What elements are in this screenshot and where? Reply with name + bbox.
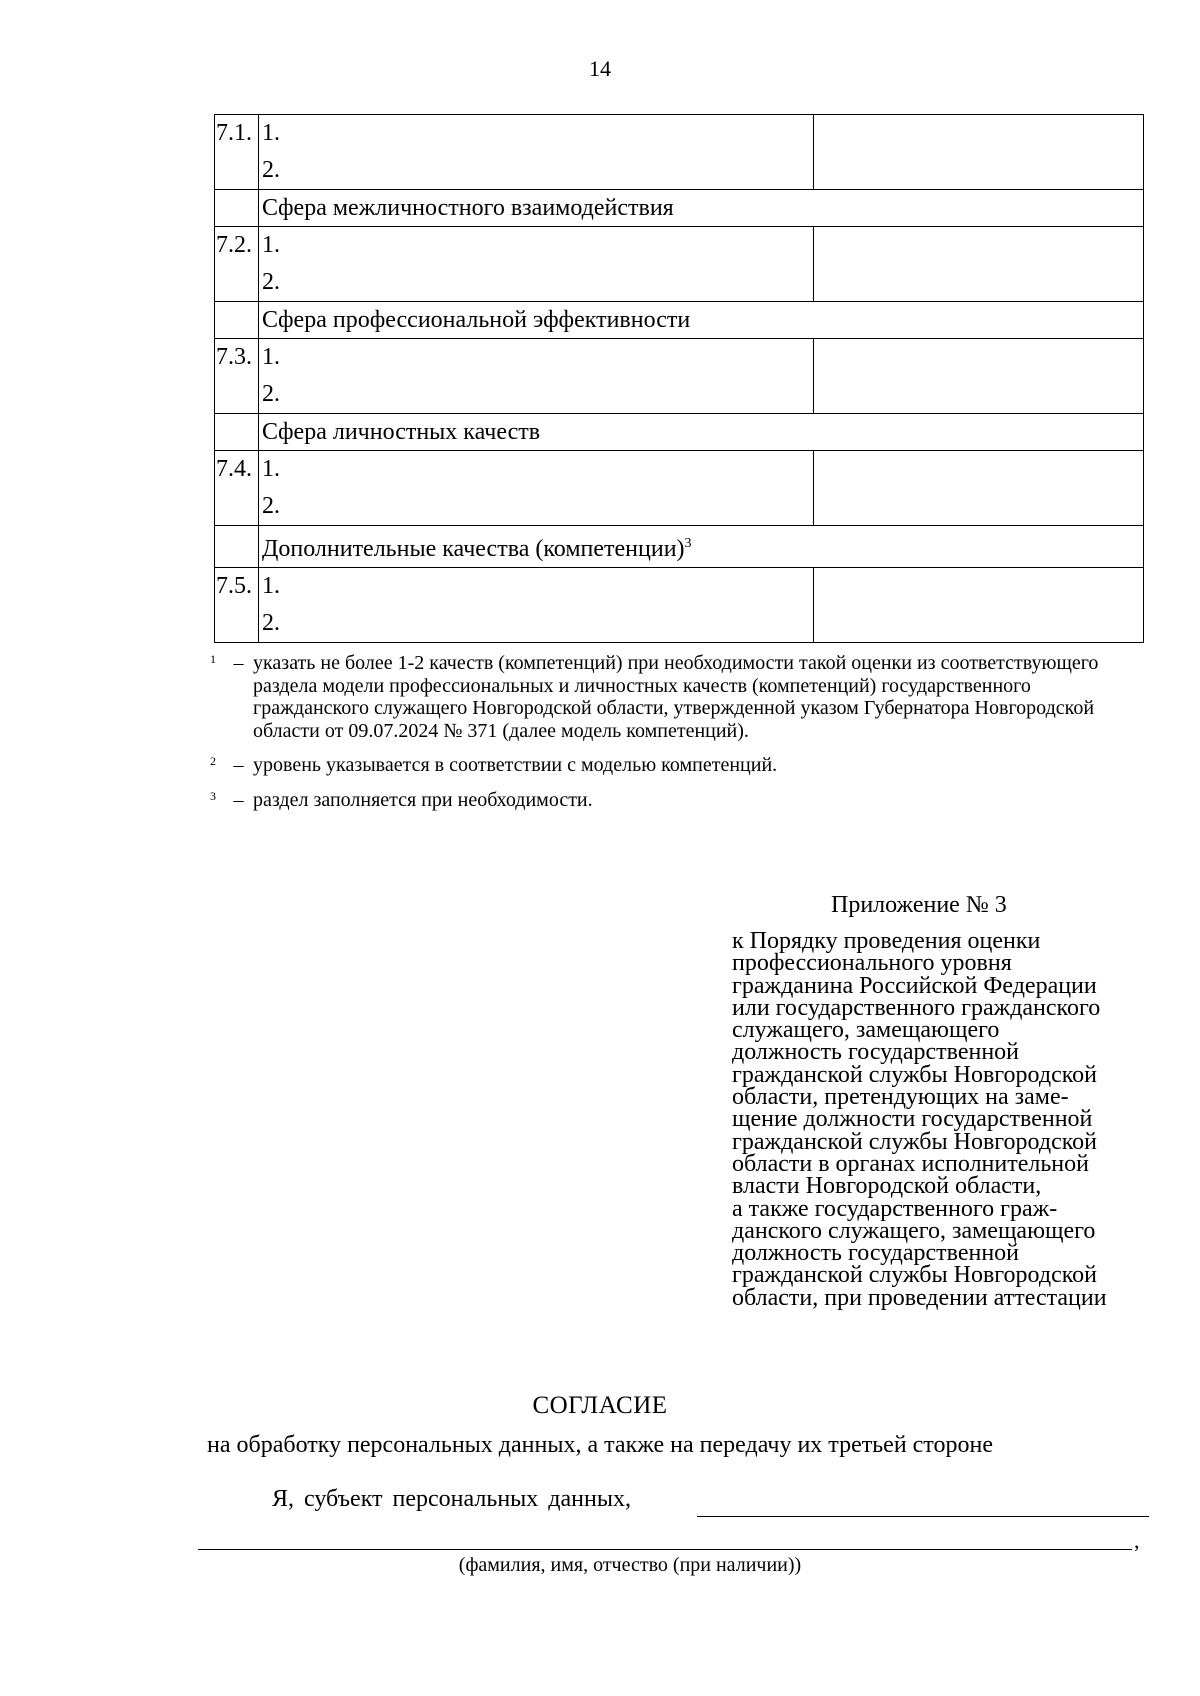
appendix-line: или государственного гражданского — [732, 994, 1101, 1021]
section-row — [215, 526, 1144, 568]
item-line: 2. — [262, 269, 280, 295]
consent-subtitle: на обработку персональных данных, а также на передачу их третьей стороне — [207, 1432, 993, 1458]
appendix-body — [732, 930, 1152, 1309]
name-fill-line-2[interactable] — [198, 1549, 1132, 1550]
empty-cell — [215, 526, 259, 568]
appendix-line: должность государственной — [732, 1039, 1020, 1066]
row-number: 7.2. — [215, 227, 259, 302]
row-number: 7.1. — [215, 115, 259, 190]
footnotes — [210, 652, 1140, 823]
footnote-mark: 1 — [210, 652, 216, 666]
section-label-text: Дополнительные качества (компетенции) — [262, 536, 685, 562]
name-fill-line[interactable] — [697, 1516, 1149, 1517]
row-items — [259, 339, 814, 414]
item-line: 1. — [262, 573, 280, 599]
item-line: 1. — [262, 120, 280, 146]
appendix-title: Приложение № 3 — [831, 892, 1007, 918]
appendix-line: должность государственной — [732, 1240, 1020, 1267]
level-cell[interactable] — [814, 568, 1144, 643]
consent-subject-label: Я, субъект персональных данных, — [272, 1486, 631, 1512]
section-label-text: Сфера межличностного взаимодействия — [262, 195, 674, 221]
row-number: 7.5. — [215, 568, 259, 643]
empty-cell — [215, 414, 259, 451]
footnote-ref: 3 — [684, 536, 692, 551]
footnote-text: указать не более 1-2 качеств (компетенций) при необходимости такой оценки из соответствующего раздела модели профессиональных и личностных качеств (компетенций) государственного гражданского служащего Новгородской области, утвержденной указом Губернатора Новгородской области от 09.07.2024 № 371 (далее модель компетенций). — [253, 652, 1099, 742]
appendix-line: гражданской службы Новгородской — [732, 1061, 1098, 1088]
footnote-text: уровень указывается в соответствии с моделью компетенций. — [253, 754, 778, 776]
table-row — [215, 339, 1144, 414]
page-number: 14 — [589, 56, 611, 81]
level-cell[interactable] — [814, 339, 1144, 414]
appendix-line: гражданской службы Новгородской — [732, 1262, 1098, 1289]
footnote — [210, 754, 1140, 777]
item-line: 1. — [262, 232, 280, 258]
section-label — [259, 302, 1144, 339]
row-number: 7.3. — [215, 339, 259, 414]
section-row — [215, 414, 1144, 451]
empty-cell — [215, 190, 259, 227]
section-label — [259, 526, 1144, 568]
level-cell[interactable] — [814, 115, 1144, 190]
level-cell[interactable] — [814, 227, 1144, 302]
row-items — [259, 568, 814, 643]
consent-title: СОГЛАСИЕ — [532, 1392, 668, 1419]
table-row — [215, 568, 1144, 643]
table-row — [215, 115, 1144, 190]
footnote — [210, 652, 1140, 742]
table-row — [215, 227, 1144, 302]
competency-table — [214, 114, 1144, 643]
appendix-line: данского служащего, замещающего — [732, 1217, 1096, 1244]
footnote-dash: – — [233, 652, 244, 674]
footnote-mark: 3 — [210, 788, 216, 803]
appendix-line: к Порядку проведения оценки — [732, 928, 1041, 954]
appendix-line: гражданской службы Новгородской — [732, 1128, 1098, 1155]
footnote-dash: – — [233, 754, 244, 776]
appendix-line: области, при проведении аттестации — [732, 1284, 1107, 1311]
footnote-text: раздел заполняется при необходимости. — [253, 788, 593, 811]
footnote-mark: 2 — [210, 754, 216, 768]
comma: , — [1134, 1528, 1140, 1553]
section-label-text: Сфера профессиональной эффективности — [262, 307, 691, 333]
row-items — [259, 227, 814, 302]
item-line: 2. — [262, 157, 280, 183]
appendix-line: власти Новгородской области, — [732, 1173, 1042, 1200]
empty-cell — [215, 302, 259, 339]
item-line: 1. — [262, 456, 280, 482]
appendix-line: щение должности государственной — [732, 1106, 1093, 1133]
level-cell[interactable] — [814, 451, 1144, 526]
footnote — [210, 789, 1140, 812]
section-label — [259, 190, 1144, 227]
appendix-line: служащего, замещающего — [732, 1017, 1000, 1044]
item-line: 2. — [262, 381, 280, 407]
appendix-line: а также государственного граж- — [732, 1195, 1058, 1222]
section-row — [215, 190, 1144, 227]
item-line: 2. — [262, 610, 280, 636]
section-label — [259, 414, 1144, 451]
row-number: 7.4. — [215, 451, 259, 526]
section-row — [215, 302, 1144, 339]
fill-caption: (фамилия, имя, отчество (при наличии)) — [458, 1554, 802, 1576]
row-items — [259, 115, 814, 190]
section-label-text: Сфера личностных качеств — [262, 419, 541, 445]
item-line: 2. — [262, 493, 280, 519]
table-row — [215, 451, 1144, 526]
appendix-line: гражданина Российской Федерации — [732, 972, 1097, 999]
row-items — [259, 451, 814, 526]
footnote-dash: – — [233, 788, 244, 811]
appendix-line: области, претендующих на заме- — [732, 1084, 1069, 1111]
item-line: 1. — [262, 344, 280, 370]
appendix-line: профессионального уровня — [732, 950, 1012, 977]
appendix-line: области в органах исполнительной — [732, 1150, 1089, 1177]
